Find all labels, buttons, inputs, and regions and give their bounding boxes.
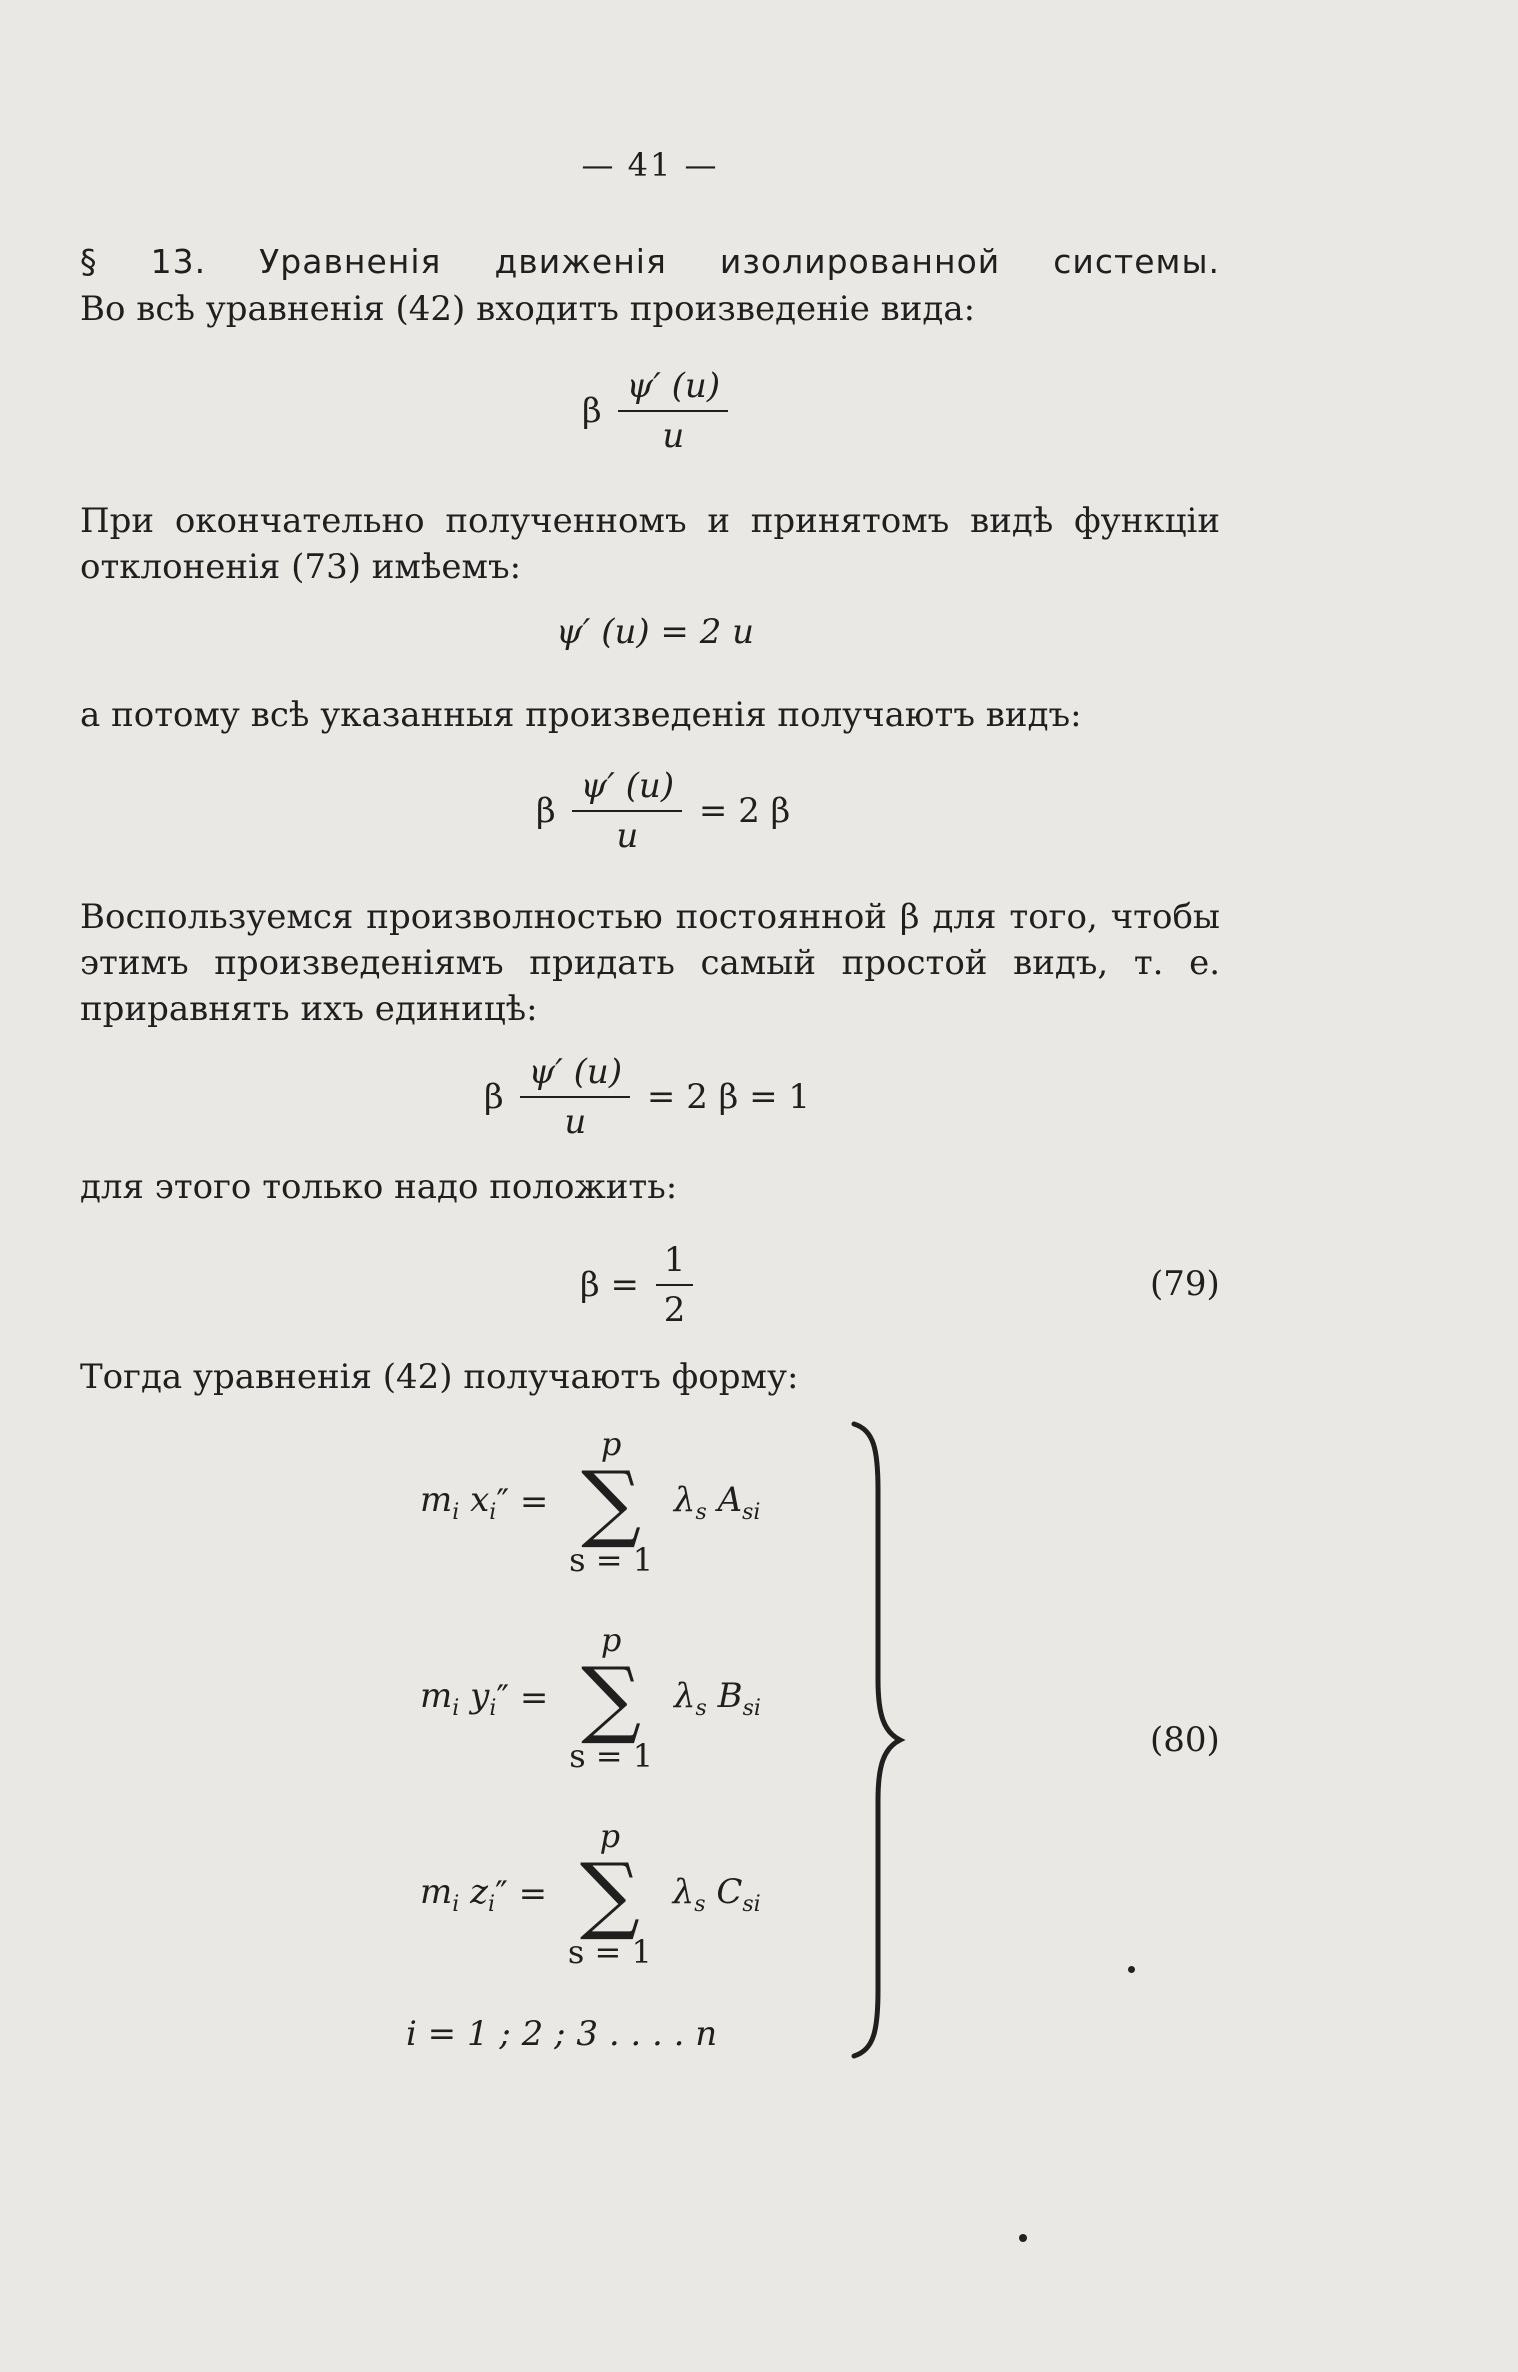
paragraph-2-line-1: При окончательно полученномъ и принятомъ видѣ функціи	[80, 501, 1220, 541]
paragraph-6: Тогда уравненія (42) получаютъ форму:	[80, 1357, 799, 1397]
equation-system-row-2	[420, 1621, 761, 1775]
fraction-numerator: ψ′ (u)	[520, 1052, 630, 1098]
index-range: i = 1 ; 2 ; 3 . . . . n	[406, 2014, 718, 2054]
fraction-denominator: u	[564, 1102, 587, 1142]
sum-lower: s = 1	[567, 1933, 652, 1971]
sigma-symbol: ∑	[579, 1845, 640, 1943]
scan-speck	[1019, 2234, 1027, 2242]
fraction-numerator: 1	[656, 1240, 694, 1286]
lhs-mass: $m_i$ $x_i$	[420, 1479, 497, 1525]
lhs-mass: $m_i$ $y_i$	[420, 1675, 497, 1721]
fraction-denominator: u	[662, 416, 685, 456]
lhs-mass: $m_i$ $z_i$	[420, 1871, 496, 1917]
paragraph-2-line-2: отклоненія (73) имѣемъ:	[80, 547, 522, 587]
lhs-prime: ″ =	[495, 1874, 548, 1914]
sum-term: $\lambda_s$ $B_{si}$	[673, 1675, 761, 1721]
fraction	[572, 766, 682, 856]
section-heading: § 13. Уравненія движенія изолированной системы.	[80, 242, 1220, 281]
equation-number-79: (79)	[1150, 1264, 1220, 1304]
paragraph-5: для этого только надо положить:	[80, 1167, 678, 1207]
scan-speck	[1128, 1966, 1135, 1973]
paragraph-4-line-2: этимъ произведеніямъ придать самый простой видъ, т. е.	[80, 943, 1220, 983]
summation	[569, 1425, 654, 1579]
fraction	[520, 1052, 630, 1142]
equation-3	[536, 766, 790, 856]
equation-rhs: = 2 β	[698, 791, 791, 831]
sum-upper: p	[600, 1425, 622, 1463]
paragraph-3: а потому всѣ указанныя произведенія получаютъ видъ:	[80, 695, 1082, 735]
equation-rhs: = 2 β = 1	[646, 1077, 811, 1117]
equation-1	[582, 366, 734, 456]
equation-4	[484, 1052, 810, 1142]
paragraph-1: Во всѣ уравненія (42) входитъ произведеніе вида:	[80, 289, 976, 329]
fraction-numerator: ψ′ (u)	[572, 766, 682, 812]
sigma-symbol: ∑	[581, 1453, 642, 1551]
fraction-denominator: u	[616, 816, 639, 856]
equation-system-row-1	[420, 1425, 761, 1579]
paragraph-4-line-3: приравнять ихъ единицѣ:	[80, 989, 538, 1029]
fraction	[618, 366, 728, 456]
sum-upper: p	[599, 1817, 621, 1855]
summation	[567, 1817, 652, 1971]
equation-79	[580, 1240, 699, 1330]
page-number: — 41 —	[581, 146, 719, 184]
equation-system-row-3	[420, 1817, 761, 1971]
equation-number-80: (80)	[1150, 1720, 1220, 1760]
lhs-prime: ″ =	[496, 1678, 549, 1718]
sum-lower: s = 1	[569, 1737, 654, 1775]
sum-term: $\lambda_s$ $C_{si}$	[672, 1871, 761, 1917]
paragraph-4-line-1: Воспользуемся произволностью постоянной β для того, чтобы	[80, 897, 1220, 937]
beta-symbol: β	[484, 1077, 504, 1117]
sum-term: $\lambda_s$ $A_{si}$	[673, 1479, 761, 1525]
sum-lower: s = 1	[569, 1541, 654, 1579]
sigma-symbol: ∑	[581, 1649, 642, 1747]
sum-upper: p	[600, 1621, 622, 1659]
lhs-prime: ″ =	[496, 1482, 549, 1522]
equation-2: ψ′ (u) = 2 u	[556, 612, 755, 652]
right-brace	[848, 1420, 908, 2060]
fraction	[656, 1240, 694, 1330]
summation	[569, 1621, 654, 1775]
fraction-denominator: 2	[663, 1290, 686, 1330]
beta-symbol: β	[582, 391, 602, 431]
beta-symbol: β	[536, 791, 556, 831]
fraction-numerator: ψ′ (u)	[618, 366, 728, 412]
equation-lhs: β =	[580, 1265, 639, 1305]
